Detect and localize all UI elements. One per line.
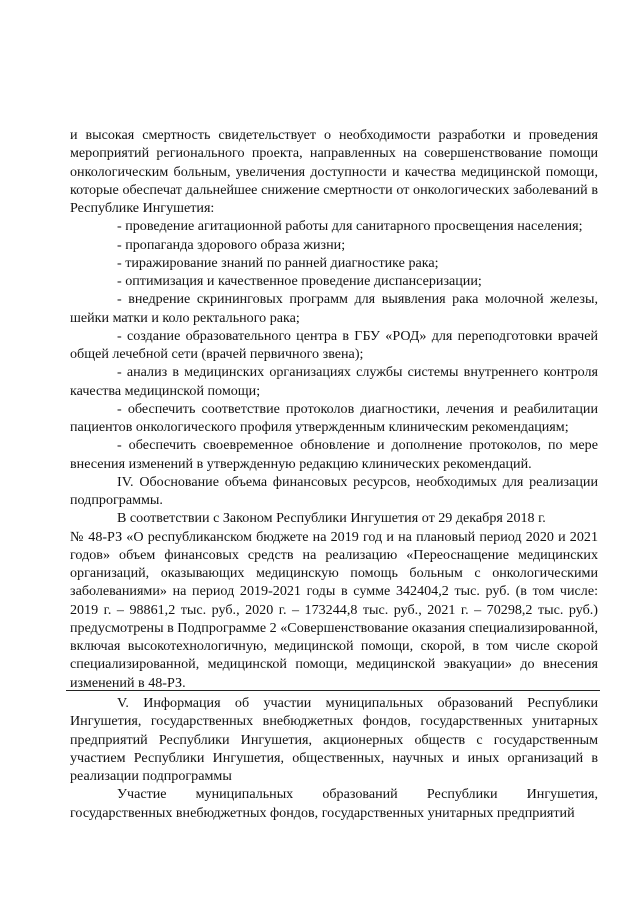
section-4-body: № 48-РЗ «О республиканском бюджете на 2019 год и на плановый период 2020 и 2021 годов» объем финансовых средств на реализацию «Переоснащение медицинских организаций, оказывающих медицинскую помощь больным с онкологическими заболеваниями» на период 2019-2021 годы в сумме 342404,2 тыс. руб. (в том числе: 2019 г. – 98861,2 тыс. руб., 2020 г. – 173244,8 тыс. руб., 2021 г. – 70298,2 тыс. руб.) предусмотрены в Подпрограмме 2 «Совершенствование оказания специализированной, включая высокотехнологичную, медицинской помощи, скорой, в том числе скорой специализированной, медицинской помощи, медицинской эвакуации» до внесения изменений в 48-РЗ. [70,528,598,691]
measure-item-2: - пропаганда здорового образа жизни; [117,236,346,253]
measure-item-6: - создание образовательного центра в ГБУ «РОД» для переподготовки врачей общей лечебной сети (врачей первичного звена); [70,327,598,362]
upper-text-block [70,126,598,692]
measure-item-4: - оптимизация и качественное проведение диспансеризации; [117,273,482,289]
section-4-heading: IV. Обоснование объема финансовых ресурсов, необходимых для реализации подпрограммы. [70,473,598,508]
measure-item-3: - тиражирование знаний по ранней диагностике рака; [117,254,439,271]
section-divider [66,690,600,691]
measure-item-5: - внедрение скрининговых программ для выявления рака молочной железы, шейки матки и коло ректального рака; [70,291,598,326]
section-5-body: Участие муниципальных образований Республики Ингушетия, государственных внебюджетных фондов, государственных унитарных предприятий [70,786,598,821]
measure-item-7: - анализ в медицинских организациях службы системы внутреннего контроля качества медицинской помощи; [70,364,598,399]
lower-text-block [70,694,598,822]
measure-item-9: - обеспечить своевременное обновление и дополнение протоколов, по мере внесения изменений в утвержденную редакцию клинических рекомендаций. [70,437,598,472]
section-4-first-line: В соответствии с Законом Республики Ингушетия от 29 декабря 2018 г. [117,510,546,527]
intro-paragraph: и высокая смертность свидетельствует о необходимости разработки и проведения мероприятий регионального проекта, направленных на совершенствование помощи онкологическим больным, увеличения доступности и качества медицинской помощи, которые обеспечат дальнейшее снижение смертности от онкологических заболеваний в Республике Ингушетия: [70,127,598,216]
measure-item-1: - проведение агитационной работы для санитарного просвещения населения; [117,218,583,235]
measure-item-8: - обеспечить соответствие протоколов диагностики, лечения и реабилитации пациентов онкологического профиля утвержденным клиническим рекомендациям; [70,400,598,435]
section-5-heading: V. Информация об участии муниципальных образований Республики Ингушетия, государственных внебюджетных фондов, государственных унитарных предприятий Республики Ингушетия, акционерных обществ с государственным участием Республики Ингушетия, общественных, научных и иных организаций в реализации подпрограммы [70,695,598,784]
